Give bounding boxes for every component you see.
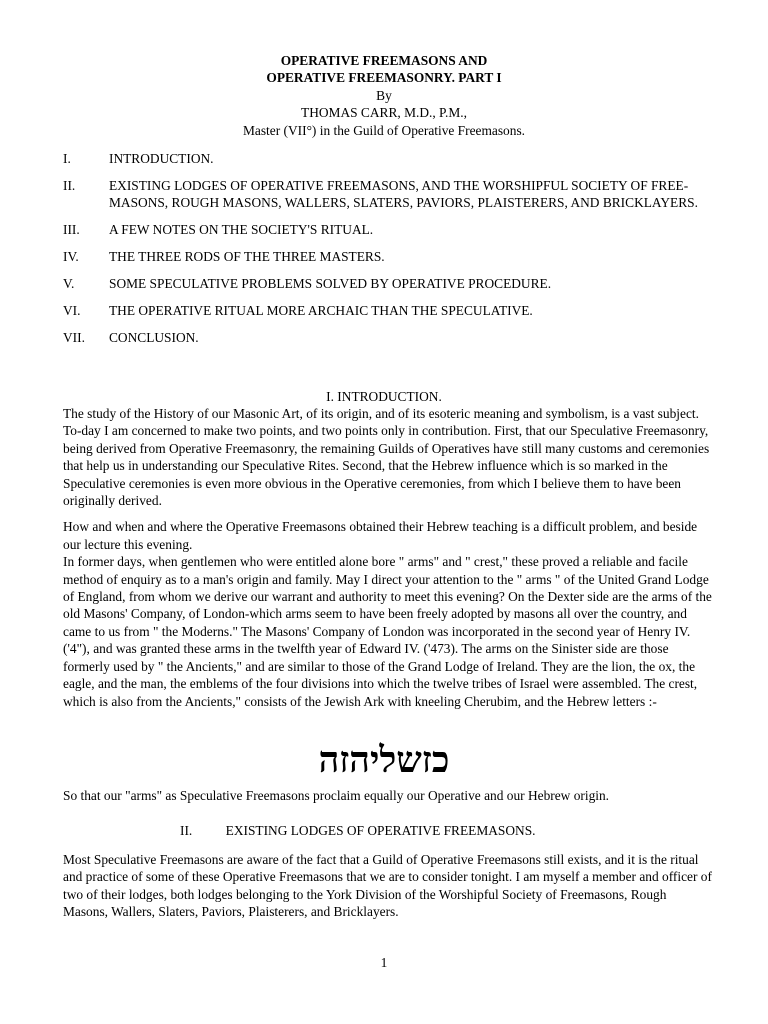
toc-text: INTRODUCTION.: [109, 151, 214, 166]
toc-number: IV.: [63, 249, 79, 265]
toc-text: EXISTING LODGES OF OPERATIVE FREEMASONS, AND THE WORSHIPFUL SOCIETY OF FREE-MASONS, ROUGH MASONS, WALLERS, SLATERS, PAVIORS, PLAISTERERS, AND BRICKLAYERS.: [109, 178, 698, 211]
toc-number: I.: [63, 151, 71, 166]
toc-item: [63, 248, 723, 265]
toc-item: [63, 221, 723, 238]
section-2-number: II.: [180, 823, 193, 838]
toc-number: III.: [63, 222, 80, 238]
title-block: [0, 52, 768, 139]
toc-item: [63, 150, 723, 167]
paragraph: How and when and where the Operative Freemasons obtained their Hebrew teaching is a difficult problem, and beside our lecture this evening.: [63, 519, 698, 552]
title-line-2: OPERATIVE FREEMASONRY. PART I: [266, 70, 502, 86]
section-1-heading: I. INTRODUCTION.: [326, 389, 442, 404]
toc-item: [63, 275, 723, 292]
paragraph: The study of the History of our Masonic Art, of its origin, and of its esoteric meaning and symbolism, is a vast subject. To-day I am concerned to make two points, and two points only in contribution. First, that our Speculative Freemasonry, being derived from Operative Freemasonry, the remaining Guilds of Operatives have still many customs and ceremonies that help us in understanding our Speculative Rites. Second, that the Hebrew influence which is so marked in the Speculative ceremonies is even more obvious in the Operative ceremonies, from which I believe them to have been originally derived.: [63, 406, 710, 509]
paragraph: So that our "arms" as Speculative Freemasons proclaim equally our Operative and our Hebrew origin.: [63, 788, 610, 803]
toc-text: THE OPERATIVE RITUAL MORE ARCHAIC THAN THE SPECULATIVE.: [109, 303, 533, 319]
toc-item: [63, 177, 723, 212]
hebrew-letters: כזשליהזה: [318, 739, 450, 781]
section-2-title: EXISTING LODGES OF OPERATIVE FREEMASONS.: [225, 823, 536, 838]
toc-item: [63, 302, 723, 319]
author-name: THOMAS CARR, M.D., P.M.,: [301, 105, 467, 121]
toc-number: VI.: [63, 303, 81, 319]
title-line-1: OPERATIVE FREEMASONS AND: [280, 53, 488, 68]
toc-text: THE THREE RODS OF THE THREE MASTERS.: [109, 249, 385, 265]
paragraph: Most Speculative Freemasons are aware of the fact that a Guild of Operative Freemasons still exists, and it is the ritual and practice of some of these Operative Freemasons that we are to consider tonight. I am myself a member and officer of two of their lodges, both lodges belonging to the York Division of the Worshipful Society of Freemasons, Rough Masons, Wallers, Slaters, Paviors, Plaisterers, and Bricklayers.: [63, 852, 712, 920]
toc-text: A FEW NOTES ON THE SOCIETY'S RITUAL.: [109, 222, 374, 238]
toc-number: V.: [63, 276, 75, 292]
table-of-contents: [63, 150, 723, 356]
byline-by: By: [376, 87, 392, 103]
section-1-body: [63, 405, 713, 710]
section-2-heading: [180, 822, 680, 839]
toc-text: CONCLUSION.: [109, 330, 199, 346]
page-number: 1: [380, 955, 388, 970]
toc-item: [63, 329, 723, 346]
toc-number: VII.: [63, 330, 85, 346]
paragraph: In former days, when gentlemen who were entitled alone bore " arms" and " crest," these proved a reliable and facile method of enquiry as to a man's origin and family. May I direct your attention to the " arms " of the United Grand Lodge of England, from whom we derive our warrant and authority to meet this evening? On the Dexter side are the arms of the old Masons' Company, of London-which arms seem to have been freely adopted by masons all over the country, and came to us from " the Moderns." The Masons' Company of London was incorporated in the second year of Henry IV. ('4"), and was granted these arms in the twelfth year of Edward IV. ('473). The arms on the Sinister side are those formerly used by " the Ancients," and are similar to those of the Grand Lodge of Ireland. They are the lion, the ox, the eagle, and the man, the emblems of the four divisions into which the twelve tribes of Israel were assembled. The crest, which is also from the Ancients," consists of the Jewish Ark with kneeling Cherubim, and the Hebrew letters :-: [63, 554, 712, 709]
author-role: Master (VII°) in the Guild of Operative Freemasons.: [242, 122, 525, 138]
toc-number: II.: [63, 178, 76, 193]
toc-text: SOME SPECULATIVE PROBLEMS SOLVED BY OPERATIVE PROCEDURE.: [109, 276, 552, 292]
